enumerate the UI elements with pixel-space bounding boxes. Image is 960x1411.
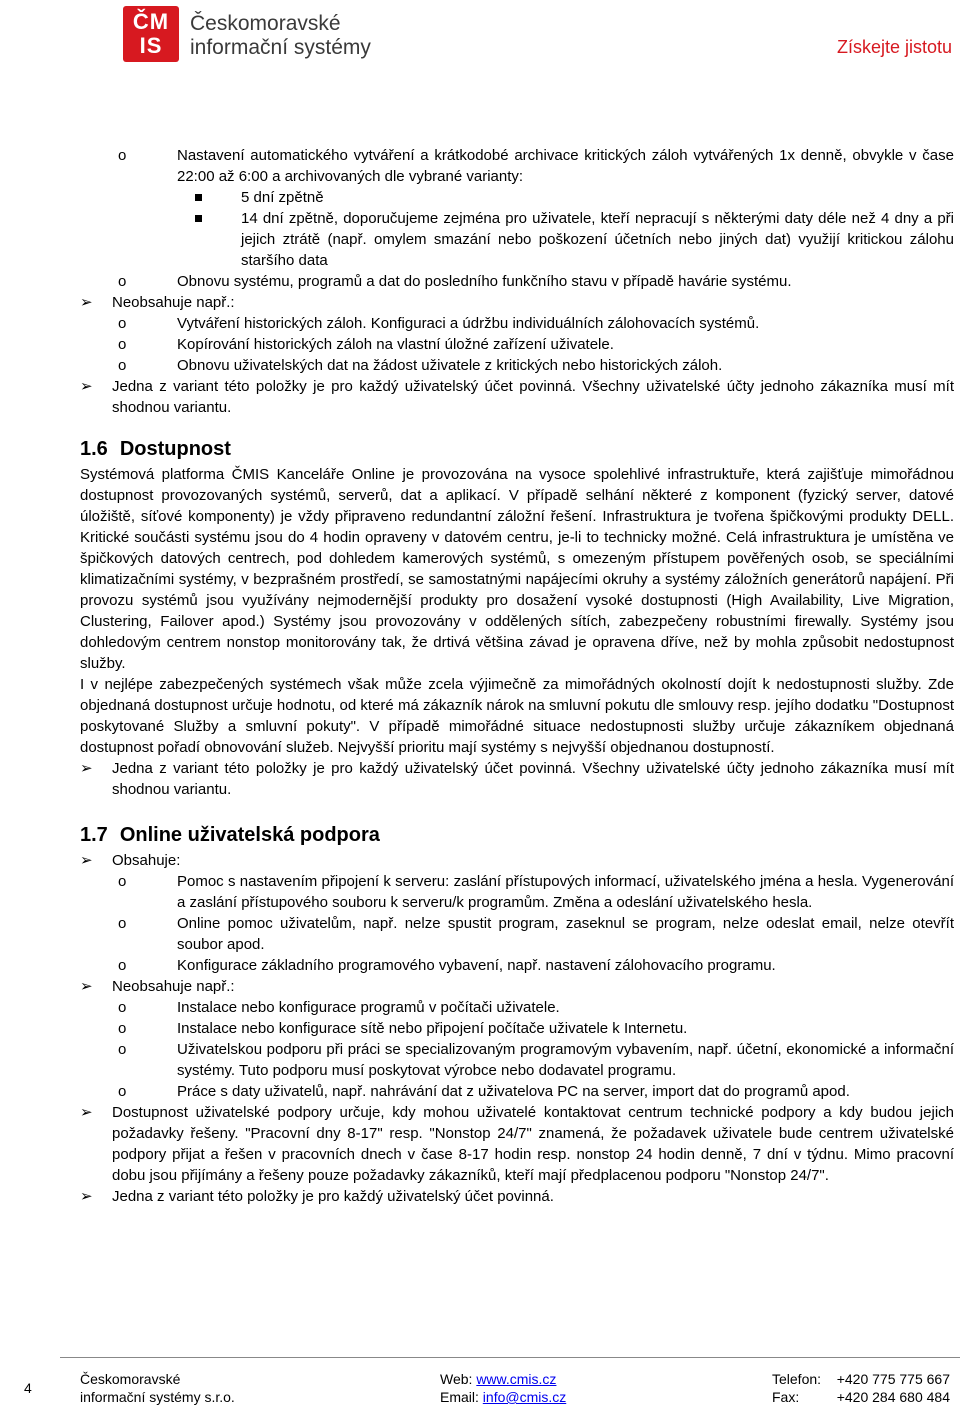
list-item — [80, 1102, 954, 1186]
list-item-text: Neobsahuje např.: — [112, 978, 235, 995]
section-title: Dostupnost — [119, 438, 231, 460]
email-label: Email: — [440, 1389, 483, 1405]
web-label: Web: — [440, 1371, 477, 1387]
company-name-line-2: informační systémy — [190, 36, 371, 59]
list-item — [80, 955, 954, 976]
list-item-text: 14 dní zpětně, doporučujeme zejména pro uživatele, kteří nepracují s některými daty déle než 4 dny a při jejich ztrátě (např. omylem smazání nebo poškození účetních nebo jiných dat) využijí kritickou zálohu staršího data — [241, 210, 954, 269]
list-item-text: Obnovu uživatelských dat na žádost uživatele z kritických nebo historických záloh. — [177, 357, 723, 374]
list-item-text: Dostupnost uživatelské podpory určuje, kdy mohou uživatelé kontaktovat centrum technické podpory a kdy budou jejich požadavky řešeny. "Pracovní dny 8-17" resp. "Nonstop 24/7" znamená, že požadavek uživatele bude centrem uživatelské podpory přijat a řešen v pracovních dnech v čase 8-17 hodin resp. nonstop 24 hodin denně, 7 dní v týdnu. Mimo pracovní dobu jsou přijímány a řešeny pouze požadavky zákazníků, kteří mají předplacenou podporu "Nonstop 24/7". — [112, 1104, 954, 1184]
footer-divider — [60, 1357, 960, 1358]
cmis-logo — [123, 6, 179, 62]
list-item — [80, 334, 954, 355]
list-item — [80, 1186, 954, 1207]
list-item-text: Konfigurace základního programového vybavení, např. nastavení zálohovacího programu. — [177, 957, 776, 974]
section-title: Online uživatelská podpora — [119, 824, 380, 846]
list-item — [80, 1018, 954, 1039]
list-item-text: Pomoc s nastavením připojení k serveru: zaslání přístupových informací, uživatelského jména a hesla. Vygenerování a zaslání přístupového souboru k serveru/k programům. Změna a odeslání uživatelského hesla. — [177, 873, 954, 911]
list-item-text: Jedna z variant této položky je pro každý uživatelský účet povinná. Všechny uživatelské účty jednoho zákazníka musí mít shodnou variantu. — [112, 760, 954, 798]
footer-company-line-2: informační systémy s.r.o. — [80, 1389, 235, 1405]
list-item — [80, 1081, 954, 1102]
list-item-text: Obsahuje: — [112, 852, 181, 869]
circle-bullet-icon: o — [118, 336, 127, 353]
list-item-text: Uživatelskou podporu při práci se specializovaným programovým vybavením, např. účetní, ekonomické a informační systémy. Tuto podporu musí poskytovat výrobce nebo dodavatel programu. — [177, 1041, 954, 1079]
circle-bullet-icon: o — [118, 147, 127, 164]
list-item — [80, 187, 954, 208]
list-item — [80, 145, 954, 187]
circle-bullet-icon: o — [118, 1041, 127, 1058]
company-name — [190, 12, 371, 60]
phone-value: +420 775 775 667 — [836, 1371, 950, 1387]
list-item — [80, 355, 954, 376]
circle-bullet-icon: o — [118, 1020, 127, 1037]
arrow-bullet-icon: ➢ — [80, 852, 93, 869]
arrow-bullet-icon: ➢ — [80, 760, 93, 777]
web-link[interactable]: www.cmis.cz — [476, 1371, 557, 1387]
list-item — [80, 208, 954, 271]
list-item — [80, 913, 954, 955]
circle-bullet-icon: o — [118, 957, 127, 974]
list-item — [80, 376, 954, 418]
list-item — [80, 313, 954, 334]
list-item-text: Obnovu systému, programů a dat do posledního funkčního stavu v případě havárie systému. — [177, 273, 792, 290]
paragraph: Systémová platforma ČMIS Kanceláře Online je provozována na vysoce spolehlivé infrastruktuře, která zajišťuje mimořádnou dostupnost provozovaných systémů, serverů, dat a aplikací. V případě selhání některé z komponent (fyzický server, datové úložiště, síťové komponenty) je vždy připraveno redundantní záložní řešení. Infrastruktura je tvořena špičkovými produkty DELL. Kritické součásti systému jsou do 4 hodin opraveny v datovém centru, je-li to technicky možné. Celá infrastruktura je umístěna ve špičkových datových centrech, pod dohledem kamerových systémů, s omezeným přístupem pověřených osob, se speciálními klimatizačními systémy, v bezprašném prostředí, se samostatnými napájecími okruhy a systémy záložních generátorů napájení. Při provozu systémů jsou využívány nejmodernější produkty pro dosažení vysoké dostupnosti (High Availability, Live Migration, Clustering, Failover apod.) Systémy jsou provozovány v oddělených sítích, zabezpečeny robustními firewally. Systémy jsou dohledovým centrem nonstop monitorovány tak, že drtivá většina závad je opravena dříve, než by mohla způsobit nedostupnost služby. — [80, 466, 954, 672]
section-heading-dostupnost — [80, 436, 954, 462]
list-item-text: Neobsahuje např.: — [112, 294, 235, 311]
list-item — [80, 1039, 954, 1081]
arrow-bullet-icon: ➢ — [80, 1188, 93, 1205]
circle-bullet-icon: o — [118, 1083, 127, 1100]
section-number: 1.6 — [80, 438, 108, 460]
circle-bullet-icon: o — [118, 273, 127, 290]
list-item-text: 5 dní zpětně — [241, 189, 324, 206]
list-item-text: Vytváření historických záloh. Konfiguraci a údržbu individuálních zálohovacích systémů. — [177, 315, 760, 332]
arrow-bullet-icon: ➢ — [80, 1104, 93, 1121]
page-number: 4 — [24, 1380, 32, 1396]
list-item-text: Jedna z variant této položky je pro každý uživatelský účet povinná. — [112, 1188, 554, 1205]
circle-bullet-icon: o — [118, 873, 127, 890]
company-name-line-1: Českomoravské — [190, 12, 341, 35]
fax-value: +420 284 680 484 — [836, 1389, 950, 1405]
list-item — [80, 292, 954, 313]
email-link[interactable]: info@cmis.cz — [482, 1389, 567, 1405]
list-item — [80, 758, 954, 800]
arrow-bullet-icon: ➢ — [80, 978, 93, 995]
footer-phones — [772, 1370, 950, 1406]
circle-bullet-icon: o — [118, 357, 127, 374]
logo-line-2: IS — [139, 33, 163, 58]
phone-label: Telefon: — [772, 1371, 822, 1387]
list-item — [80, 850, 954, 871]
square-bullet-icon — [195, 194, 202, 201]
list-item — [80, 997, 954, 1018]
page-header — [0, 0, 960, 80]
support-list — [80, 850, 954, 1207]
list-item-text: Práce s daty uživatelů, např. nahrávání dat z uživatelova PC na server, import dat do programů apod. — [177, 1083, 850, 1100]
list-item — [80, 871, 954, 913]
arrow-bullet-icon: ➢ — [80, 294, 93, 311]
section-number: 1.7 — [80, 824, 108, 846]
list-item-text: Jedna z variant této položky je pro každý uživatelský účet povinná. Všechny uživatelské účty jednoho zákazníka musí mít shodnou variantu. — [112, 378, 954, 416]
document-body — [80, 145, 954, 1207]
footer-company — [80, 1370, 235, 1406]
list-item — [80, 271, 954, 292]
footer-company-line-1: Českomoravské — [80, 1371, 181, 1387]
list-item-text: Kopírování historických záloh na vlastní úložné zařízení uživatele. — [177, 336, 614, 353]
square-bullet-icon — [195, 215, 202, 222]
slogan: Získejte jistotu — [836, 37, 952, 57]
fax-label: Fax: — [772, 1389, 800, 1405]
list-item-text: Instalace nebo konfigurace sítě nebo připojení počítače uživatele k Internetu. — [177, 1020, 688, 1037]
paragraph: I v nejlépe zabezpečených systémech však může zcela výjimečně za mimořádných okolností dojít k nedostupnosti služby. Zde objednaná dostupnost určuje hodnotu, od které má zákazník nárok na smluvní pokutu dle smlouvy resp. jejího dodatku "Dostupnost poskytované Služby a smluvní pokuty". V případě mimořádné situace nedostupnosti služby určuje zákazníkem objednaná dostupnost pořadí obnovování služeb. Nejvyšší prioritu mají systémy s nejvyšší objednanou dostupností. — [80, 676, 954, 756]
logo-line-1: ČM — [132, 9, 170, 34]
list-item-text: Nastavení automatického vytváření a krátkodobé archivace kritických záloh vytvářených 1x denně, obvykle v čase 22:00 až 6:00 a archivovaných dle vybrané varianty: — [177, 147, 954, 185]
list-item-text: Online pomoc uživatelům, např. nelze spustit program, zaseknul se program, nelze odeslat email, nelze otevřít soubor apod. — [177, 915, 954, 953]
circle-bullet-icon: o — [118, 315, 127, 332]
footer-contacts — [440, 1370, 566, 1406]
circle-bullet-icon: o — [118, 915, 127, 932]
arrow-bullet-icon: ➢ — [80, 378, 93, 395]
intro-list — [80, 145, 954, 418]
section-heading-podpora — [80, 822, 954, 848]
list-item-text: Instalace nebo konfigurace programů v počítači uživatele. — [177, 999, 560, 1016]
list-item — [80, 976, 954, 997]
circle-bullet-icon: o — [118, 999, 127, 1016]
